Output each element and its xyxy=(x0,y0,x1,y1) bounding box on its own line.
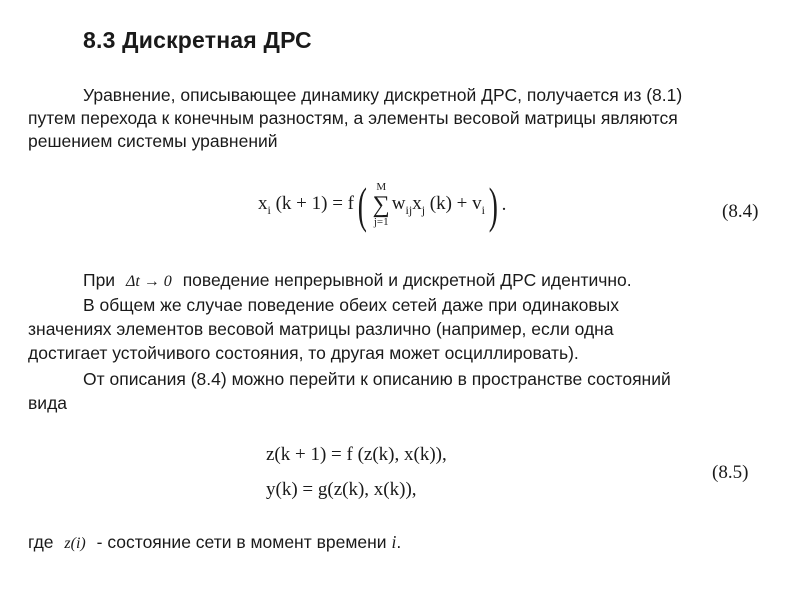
equation-8-4: $x_i$ (k + 1) = f( M ∑ j=1 $w_{ij}x_j$ $(k) + v_i$) . xyxy=(258,177,507,233)
state-formula: z(i) xyxy=(64,535,86,552)
paragraph-3-line-3: достигает устойчивого состояния, то другая может осциллировать). xyxy=(28,343,579,363)
paragraph-2: При Δt → 0 поведение непрерывной и дискретной ДРС идентично. xyxy=(83,270,632,290)
equation-8-5-line-2: y(k) = g(z(k), x(k)), xyxy=(266,479,417,500)
paragraph-1-line-3: решением системы уравнений xyxy=(28,131,278,151)
paragraph-3-line-1: В общем же случае поведение обеих сетей даже при одинаковых xyxy=(83,295,620,315)
delta-t-formula: Δt → 0 xyxy=(125,273,172,290)
summation-sign: M ∑ j=1 xyxy=(372,181,390,228)
paragraph-1-line-2: путем перехода к конечным разностям, а элементы весовой матрицы являются xyxy=(28,108,678,128)
paragraph-1-line-1: Уравнение, описывающее динамику дискретной ДРС, получается из (8.1) xyxy=(83,85,683,105)
time-variable: i xyxy=(391,532,397,552)
paragraph-3-line-2: значениях элементов весовой матрицы различно (например, если одна xyxy=(28,319,614,339)
equation-number-8-5: (8.5) xyxy=(712,462,749,483)
paragraph-4-line-2: вида xyxy=(28,393,68,413)
paragraph-5: где z(i) - состояние сети в момент времени i. xyxy=(28,532,402,552)
equation-number-8-4: (8.4) xyxy=(722,201,759,222)
equation-8-5-line-1: z(k + 1) = f (z(k), x(k)), xyxy=(266,444,447,465)
paragraph-4-line-1: От описания (8.4) можно перейти к описанию в пространстве состояний xyxy=(83,369,671,389)
section-title: 8.3 Дискретная ДРС xyxy=(83,27,312,53)
